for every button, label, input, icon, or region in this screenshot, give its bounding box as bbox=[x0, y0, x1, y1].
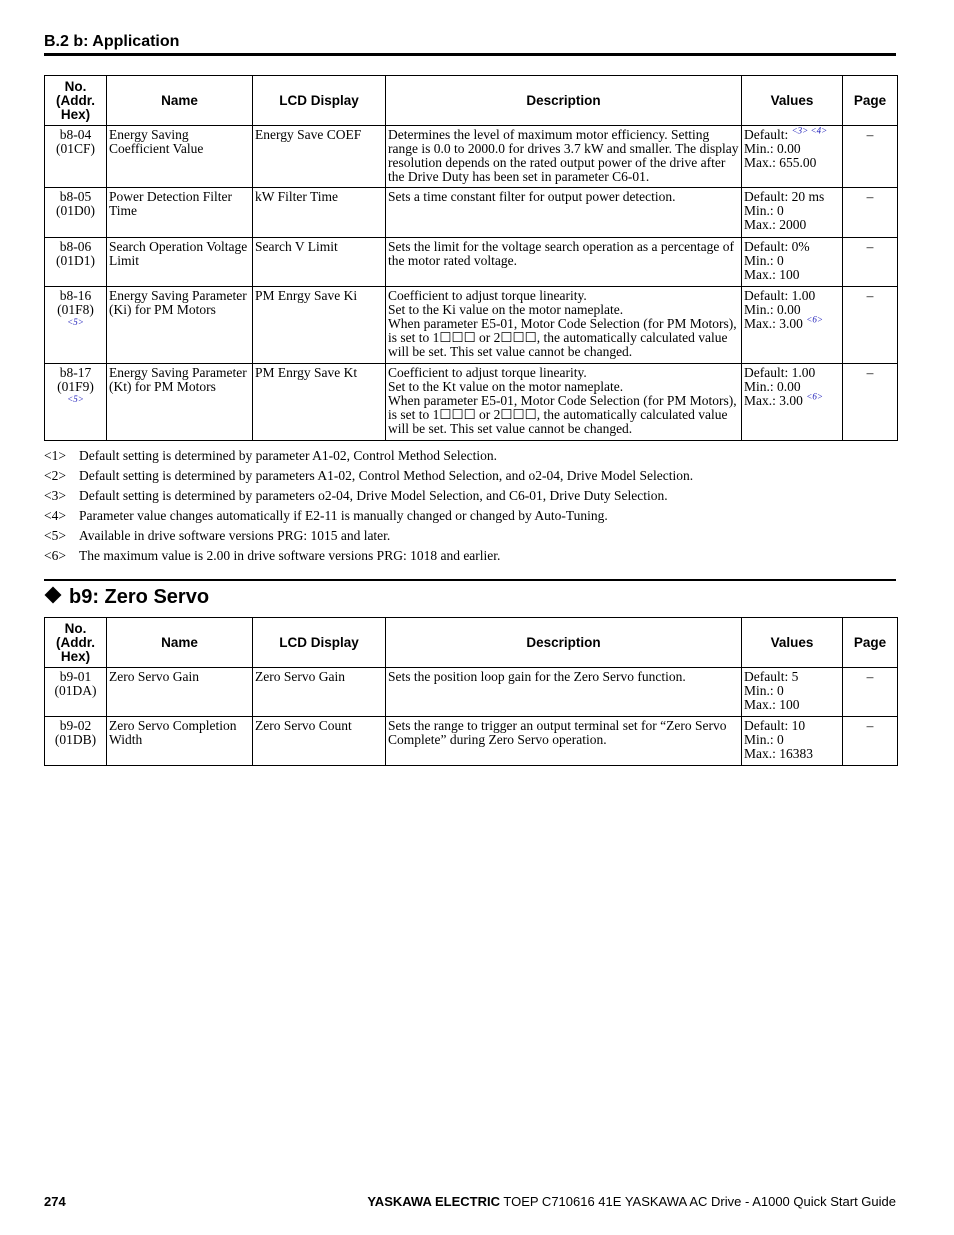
cell-parameter-no bbox=[45, 717, 107, 766]
value-min: Min.: 0.00 bbox=[744, 302, 801, 317]
value-default bbox=[744, 190, 840, 204]
footnote-ref: <5> bbox=[67, 317, 84, 327]
header-description: Description bbox=[386, 618, 742, 668]
parameter-address: (01F8) bbox=[57, 302, 94, 317]
footnote-text: Default setting is determined by parameters A1-02, Control Method Selection, and o2-04, Drive Model Selection. bbox=[79, 468, 694, 483]
cell-page: – bbox=[843, 364, 898, 441]
description-line: Sets a time constant filter for output power detection. bbox=[388, 189, 676, 204]
max-text: Max.: 16383 bbox=[744, 746, 813, 761]
value-default bbox=[744, 719, 840, 733]
max-text: Max.: 100 bbox=[744, 267, 800, 282]
parameter-address: (01D1) bbox=[56, 253, 95, 268]
cell-values bbox=[742, 668, 843, 717]
cell-page: – bbox=[843, 668, 898, 717]
parameter-no: b9-02 bbox=[59, 718, 92, 733]
table-row bbox=[45, 238, 898, 287]
cell-name: Zero Servo Gain bbox=[107, 668, 253, 717]
footnotes bbox=[44, 447, 896, 567]
parameter-address: (01DA) bbox=[54, 683, 97, 698]
page-number: 274 bbox=[44, 1194, 66, 1209]
footnote-text: Default setting is determined by parameters o2-04, Drive Model Selection, and C6-01, Drive Duty Selection. bbox=[79, 488, 668, 503]
cell-parameter-no bbox=[45, 287, 107, 364]
description-line: Coefficient to adjust torque linearity. bbox=[388, 365, 587, 380]
cell-lcd-display: Zero Servo Gain bbox=[253, 668, 386, 717]
footnote bbox=[44, 487, 896, 507]
max-text: Max.: 100 bbox=[744, 697, 800, 712]
parameter-table-b9 bbox=[44, 617, 898, 766]
diamond-bullet-icon bbox=[45, 587, 62, 604]
cell-lcd-display: kW Filter Time bbox=[253, 188, 386, 238]
header-values: Values bbox=[742, 618, 843, 668]
value-max bbox=[744, 218, 840, 232]
cell-description bbox=[386, 364, 742, 441]
footnote-ref: <5> bbox=[67, 394, 84, 404]
header-no: No. (Addr. Hex) bbox=[45, 618, 107, 668]
header-page: Page bbox=[843, 76, 898, 126]
cell-parameter-no bbox=[45, 238, 107, 287]
footnote-text: Default setting is determined by parameter A1-02, Control Method Selection. bbox=[79, 448, 498, 463]
cell-name: Energy Saving Coefficient Value bbox=[107, 126, 253, 188]
default-text: Default: 0% bbox=[744, 239, 810, 254]
parameter-address: (01DB) bbox=[54, 732, 97, 747]
footnote-text: Available in drive software versions PRG: 1015 and later. bbox=[79, 528, 391, 543]
max-text: Max.: 655.00 bbox=[744, 155, 817, 170]
cell-values bbox=[742, 126, 843, 188]
header-lcd-display: LCD Display bbox=[253, 618, 386, 668]
default-text: Default: 20 ms bbox=[744, 189, 825, 204]
table-header-row bbox=[45, 618, 898, 668]
cell-name: Power Detection Filter Time bbox=[107, 188, 253, 238]
description-line: Sets the limit for the voltage search operation as a percentage of the motor rated voltage. bbox=[388, 239, 734, 268]
cell-description bbox=[386, 126, 742, 188]
max-text: Max.: 3.00 bbox=[744, 393, 803, 408]
default-text: Default: 1.00 bbox=[744, 365, 816, 380]
value-default bbox=[744, 670, 840, 684]
value-min: Min.: 0 bbox=[744, 203, 784, 218]
header-lcd-display: LCD Display bbox=[253, 76, 386, 126]
header-no: No. (Addr. Hex) bbox=[45, 76, 107, 126]
value-max bbox=[744, 747, 840, 761]
parameter-no: b9-01 bbox=[59, 669, 92, 684]
table-row bbox=[45, 364, 898, 441]
header-description: Description bbox=[386, 76, 742, 126]
cell-description bbox=[386, 238, 742, 287]
description-line: Set to the Ki value on the motor nameplate. bbox=[388, 302, 624, 317]
cell-lcd-display: Zero Servo Count bbox=[253, 717, 386, 766]
parameter-address: (01D0) bbox=[56, 203, 95, 218]
value-max bbox=[744, 391, 840, 408]
cell-page: – bbox=[843, 238, 898, 287]
table-row bbox=[45, 668, 898, 717]
cell-values bbox=[742, 188, 843, 238]
footer-brand: YASKAWA ELECTRIC bbox=[367, 1194, 500, 1209]
parameter-no: b8-17 bbox=[59, 365, 92, 380]
cell-name: Zero Servo Completion Width bbox=[107, 717, 253, 766]
footer-doc-info bbox=[367, 1194, 896, 1209]
description-line: Sets the range to trigger an output terminal set for “Zero Servo Complete” during Zero Servo operation. bbox=[388, 718, 727, 747]
subsection-title: b9: Zero Servo bbox=[69, 586, 210, 608]
subsection-heading bbox=[44, 579, 896, 609]
description-line: Coefficient to adjust torque linearity. bbox=[388, 288, 587, 303]
header-page: Page bbox=[843, 618, 898, 668]
footnote bbox=[44, 467, 896, 487]
cell-parameter-no bbox=[45, 364, 107, 441]
table-row bbox=[45, 126, 898, 188]
table-row bbox=[45, 188, 898, 238]
footnote bbox=[44, 507, 896, 527]
cell-lcd-display: Search V Limit bbox=[253, 238, 386, 287]
cell-name: Search Operation Voltage Limit bbox=[107, 238, 253, 287]
cell-parameter-no bbox=[45, 126, 107, 188]
default-text: Default: 5 bbox=[744, 669, 799, 684]
table-row bbox=[45, 287, 898, 364]
header-values: Values bbox=[742, 76, 843, 126]
default-text: Default: 1.00 bbox=[744, 288, 816, 303]
default-text: Default: 10 bbox=[744, 718, 806, 733]
description-line: When parameter E5-01, Motor Code Selection (for PM Motors), is set to 1☐☐☐ or 2☐☐☐, the automatically calculated value will be set. This set value cannot be changed. bbox=[388, 316, 737, 359]
parameter-table-b8 bbox=[44, 75, 898, 441]
parameter-no: b8-06 bbox=[59, 239, 92, 254]
value-default bbox=[744, 240, 840, 254]
cell-lcd-display: Energy Save COEF bbox=[253, 126, 386, 188]
cell-parameter-no bbox=[45, 188, 107, 238]
footnote-ref: <6> bbox=[806, 391, 823, 402]
parameter-address: (01F9) bbox=[57, 379, 94, 394]
cell-name: Energy Saving Parameter (Ki) for PM Motors bbox=[107, 287, 253, 364]
footnote-tag: <1> bbox=[44, 448, 66, 463]
value-max bbox=[744, 156, 840, 170]
value-max bbox=[744, 314, 840, 331]
value-default bbox=[744, 289, 840, 303]
cell-values bbox=[742, 717, 843, 766]
cell-description bbox=[386, 717, 742, 766]
table-header-row bbox=[45, 76, 898, 126]
footnote-tag: <2> bbox=[44, 468, 66, 483]
footnote-tag: <3> bbox=[44, 488, 66, 503]
parameter-address: (01CF) bbox=[55, 141, 95, 156]
cell-name: Energy Saving Parameter (Kt) for PM Motors bbox=[107, 364, 253, 441]
footnote-ref: <6> bbox=[806, 314, 823, 325]
value-min: Min.: 0 bbox=[744, 683, 784, 698]
cell-page: – bbox=[843, 126, 898, 188]
footnote-tag: <6> bbox=[44, 548, 66, 563]
description-line: Sets the position loop gain for the Zero Servo function. bbox=[388, 669, 686, 684]
default-text: Default: bbox=[744, 127, 789, 142]
cell-parameter-no bbox=[45, 668, 107, 717]
footnote bbox=[44, 527, 896, 547]
cell-description bbox=[386, 188, 742, 238]
footnote bbox=[44, 547, 896, 567]
value-default bbox=[744, 366, 840, 380]
cell-description bbox=[386, 668, 742, 717]
max-text: Max.: 2000 bbox=[744, 217, 807, 232]
parameter-no: b8-16 bbox=[59, 288, 92, 303]
cell-values bbox=[742, 238, 843, 287]
footnote-tag: <4> bbox=[44, 508, 66, 523]
cell-page: – bbox=[843, 188, 898, 238]
description-line: Set to the Kt value on the motor nameplate. bbox=[388, 379, 624, 394]
footnote-tag: <5> bbox=[44, 528, 66, 543]
header-name: Name bbox=[107, 618, 253, 668]
description-line: Determines the level of maximum motor efficiency. Setting range is 0.0 to 2000.0 for drives 3.7 kW and smaller. The display resolution depends on the rated output power of the drive after the Drive Duty has been set in parameter C6-01. bbox=[388, 127, 739, 184]
section-title: B.2 b: Application bbox=[44, 33, 896, 56]
footer-doc-title: TOEP C710616 41E YASKAWA AC Drive - A1000 Quick Start Guide bbox=[503, 1194, 896, 1209]
value-min: Min.: 0.00 bbox=[744, 141, 801, 156]
parameter-no: b8-04 bbox=[59, 127, 92, 142]
footnote-ref: <3> <4> bbox=[791, 125, 828, 136]
footnote-text: Parameter value changes automatically if E2-11 is manually changed or changed by Auto-Tuning. bbox=[79, 508, 608, 523]
cell-page: – bbox=[843, 717, 898, 766]
cell-description bbox=[386, 287, 742, 364]
footnote bbox=[44, 447, 896, 467]
value-max bbox=[744, 268, 840, 282]
cell-lcd-display: PM Enrgy Save Ki bbox=[253, 287, 386, 364]
cell-values bbox=[742, 364, 843, 441]
value-default bbox=[744, 125, 840, 142]
description-line: When parameter E5-01, Motor Code Selection (for PM Motors), is set to 1☐☐☐ or 2☐☐☐, the automatically calculated value will be set. This set value cannot be changed. bbox=[388, 393, 737, 436]
footnote-text: The maximum value is 2.00 in drive software versions PRG: 1018 and earlier. bbox=[79, 548, 501, 563]
max-text: Max.: 3.00 bbox=[744, 316, 803, 331]
cell-lcd-display: PM Enrgy Save Kt bbox=[253, 364, 386, 441]
value-min: Min.: 0.00 bbox=[744, 379, 801, 394]
value-min: Min.: 0 bbox=[744, 732, 784, 747]
cell-values bbox=[742, 287, 843, 364]
parameter-no: b8-05 bbox=[59, 189, 92, 204]
cell-page: – bbox=[843, 287, 898, 364]
table-row bbox=[45, 717, 898, 766]
value-max bbox=[744, 698, 840, 712]
value-min: Min.: 0 bbox=[744, 253, 784, 268]
header-name: Name bbox=[107, 76, 253, 126]
